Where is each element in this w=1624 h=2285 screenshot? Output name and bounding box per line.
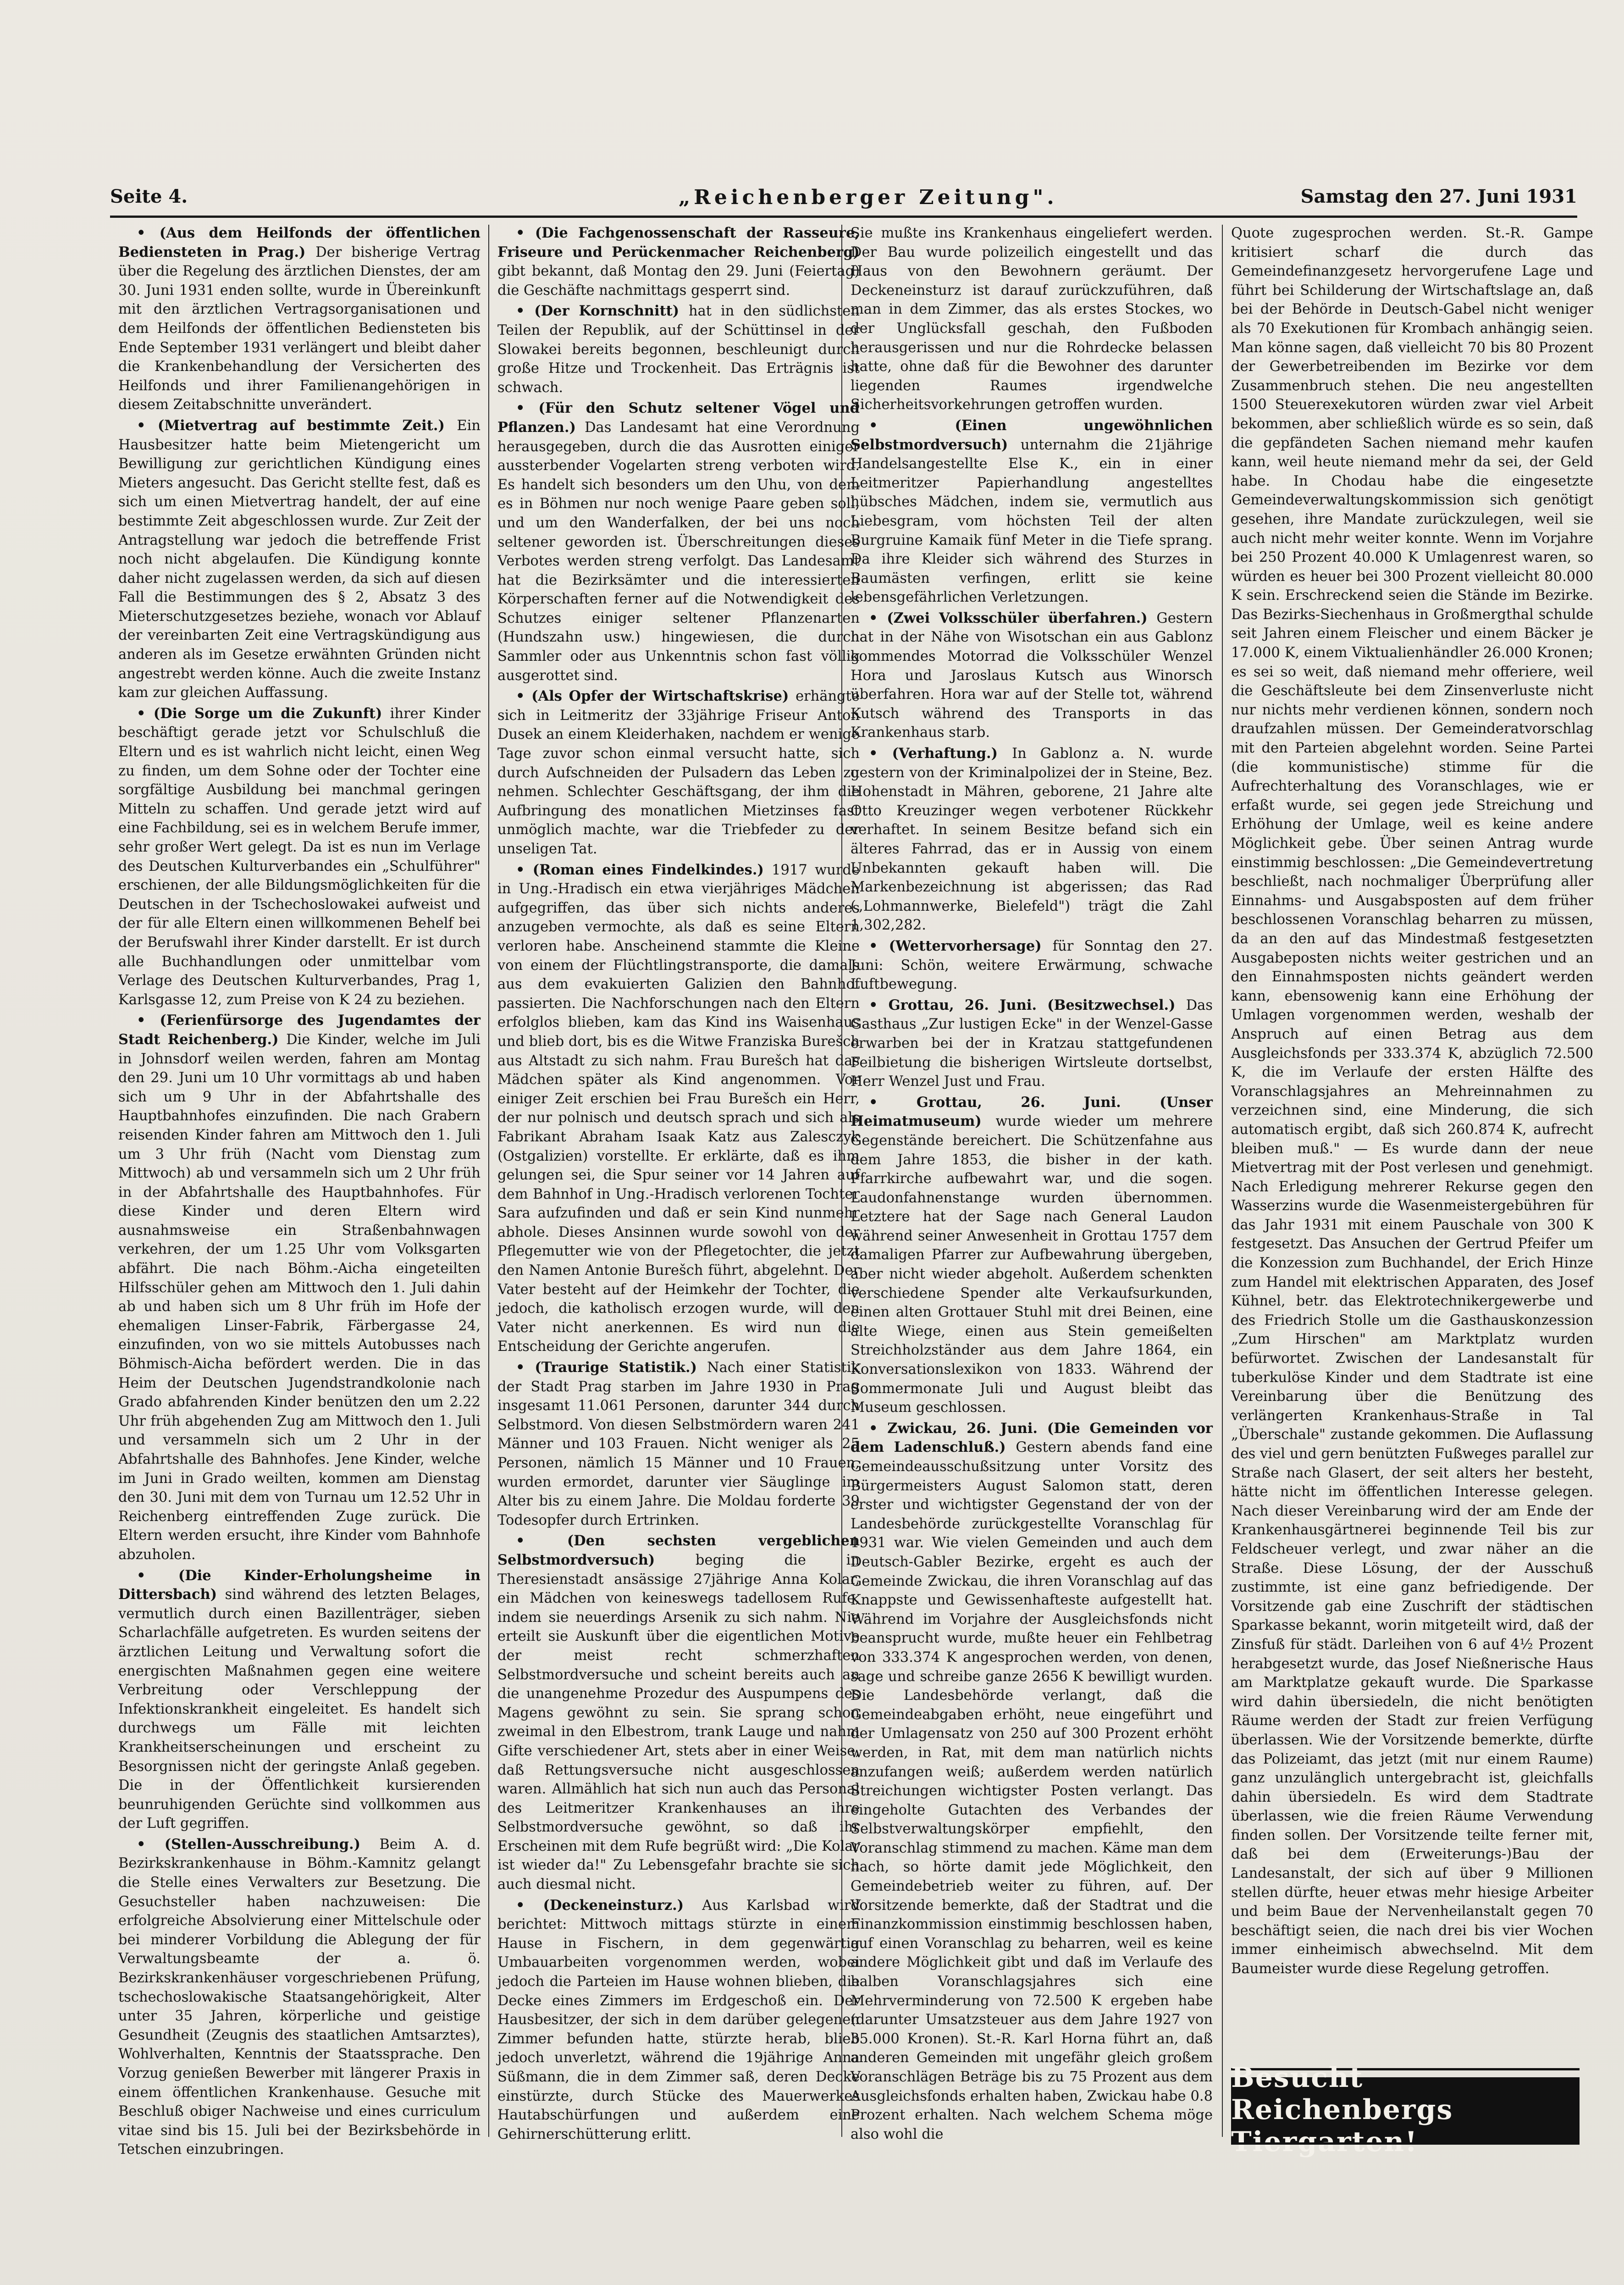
article-heading: • (Stellen-Ausschreibung.): [137, 1836, 380, 1853]
article-paragraph: [497, 224, 860, 300]
article-heading: • (Wettervorhersage): [869, 937, 1053, 954]
article-paragraph: [497, 861, 860, 1356]
article-paragraph: [851, 1419, 1213, 2144]
article-heading: • (Der Kornschnitt): [516, 303, 689, 320]
article-body: Quote zugesprochen werden. St.-R. Gampe kritisiert scharf die durch das Gemeindefinanzgesetz hervorgerufene Lage und führt bei Schilderung der Wirtschaftslage an, daß bei der Behörde in Deutsch-Gabel nicht weniger als 70 Exekutionen für Krombach anhängig seien. Man könne sagen, daß vielleicht 70 bis 80 Prozent der Gewerbetreibenden im Bezirke vor dem Zusammenbruch stehen. Die neu angestellten 1500 Steuerexekutoren würden zwar viel Arbeit bekommen, aber schließlich würde es so sein, daß die gepfändeten Sachen niemand mehr kaufen kann, weil heute niemand mehr da sei, der Geld habe. In Chodau habe die eingesetzte Gemeindeverwaltungskommission sich genötigt gesehen, ihre Mandate zurückzulegen, weil sie auch nicht mehr weiter konnte. Wenn im Vorjahre bei 250 Prozent 40.000 K Umlagenrest waren, so würden es heuer bei 300 Prozent vielleicht 80.000 K sein. Erschreckend seien die Stände im Bezirke. Das Bezirks-Siechenhaus in Großmergthal schulde seit Jahren einem Fleischer und einem Bäcker je 17.000 K, einem Viktualienhändler 26.000 Kronen; es sei so weit, daß niemand mehr offeriere, weil die Geschäftsleute bei dem Zinsenverluste nicht nur nichts mehr verdienen können, sondern noch draufzahlen müssen. Der Gemeinderatvorschlag mit den Parteien abgelehnt worden. Seine Partei (die kommunistische) stimme für die Aufrechterhaltung des Voranschlages, wie er erfaßt wurde, sei gegen jede Streichung und Erhöhung der Umlage, weil es keine andere Möglichkeit gebe. Über seinen Antrag wurde einstimmig beschlossen: „Die Gemeindevertretung beschließt, nach nochmaliger Überprüfung aller Einnahms- und Ausgabsposten auf dem früher beschlossenen Voranschlag beharren zu müssen, da an den auf das Mindestmaß festgesetzten Ausgabeposten nichts weiter gestrichen und an den Einnahmsposten nichts geändert werden kann, ebensowenig kann eine Erhöhung der Umlagen vorgenommen werden, weshalb der Anspruch auf einen Betrag aus dem Ausgleichsfonds per 333.374 K, abzüglich 72.500 K, die im Verlaufe der ersten Hälfte des Voranschlagsjahres an Mehreinnahmen zu verzeichnen sind, eine Minderung, die sich automatisch ergibt, daß sich 260.874 K, aufrecht bleiben muß." — Es wurde dann der neue Mietvertrag mit der Post verlesen und genehmigt. Nach Erledigung mehrerer Rekurse gegen den Wasserzins wurde die Wasenmeistergebühren für das Jahr 1931 mit einem Pauschale von 300 K festgesetzt. Das Ansuchen der Gertrud Pfeifer um die Konzession zum Buchhandel, der Erich Hinze zum Handel mit elektrischen Apparaten, des Josef Kühnel, betr. das Elektrotechnikergewerbe und des Friedrich Stolle um die Gasthauskonzession „Zum Hirschen" am Marktplatz wurden befürwortet. Zwischen der Landesanstalt für tuberkulöse Kinder und dem Stadtrate ist eine Vereinbarung über die Benützung des verlängerten Krankenhaus-Straße in Tal „Überschale" zustande gekommen. Die Auflassung des viel und gern benützten Fußweges parallel zur Straße nach Glasert, der seit alters her besteht, hätte nicht im öffentlichen Interesse gelegen. Nach dieser Vereinbarung wird der am Ende der Krankenhausgärtnerei beginnende Teil bis zur Feldscheuer verlegt, und zwar näher an die Straße. Diese Lösung, der der Ausschuß zustimmte, ist eine ganz befriedigende. Der Vorsitzende gab eine Zuschrift der städtischen Sparkasse bekannt, worin mitgeteilt wird, daß der Zinsfuß für städt. Darleihen von 6 auf 4½ Prozent herabgesetzt wurde, das Josef Nießnerische Haus am Marktplatze gekauft wurde. Die Sparkasse wird dahin übersiedeln, die nicht benötigten Räume werden der Stadt zur freien Verfügung überlassen. Wie der Vorsitzende bemerkte, dürfte das Polizeiamt, das jetzt (mit nur einem Raume) ganz unzulänglich untergebracht ist, gleichfalls dahin übersiedeln. Es wird dem Stadtrate überlassen, wie die freien Räume Verwendung finden sollen. Der Vorsitzende teilte ferner mit, daß bei dem (Erweiterungs-)Bau der Landesanstalt, der sich auf über 9 Millionen stellen dürfte, heuer etwas mehr hiesige Arbeiter und beim Baue der Nervenheilanstalt gegen 70 beschäftigt seien, die nach drei bis vier Wochen immer einheimisch abwechselnd. Mit dem Baumeister wurde diese Regelung getroffen.: [1231, 225, 1593, 1977]
article-body: hat in den südlichsten Teilen der Republik, auf der Schüttinsel in der Slowakei bereits begonnen, beschleunigt durch große Hitze und Trockenheit. Das Erträgnis ist schwach.: [497, 303, 860, 396]
page-header: [110, 186, 1577, 218]
article-body: Der bisherige Vertrag über die Regelung des ärztlichen Dienstes, der am 30. Juni 1931 enden sollte, wurde in Übereinkunft mit den ärztlichen Vertragsorganisationen und dem Heilfonds der öffentlichen Bediensteten bis Ende September 1931 verlängert und bleibt daher die Krankenbehandlung der Versicherten des Heilfonds und ihrer Familienangehörigen in diesem Zeitabschnitte unverändert.: [118, 244, 481, 413]
issue-date: Samstag den 27. Juni 1931: [1300, 186, 1577, 207]
article-heading: • (Deckeneinsturz.): [516, 1897, 702, 1914]
article-body: erhängte sich in Leitmeritz der 33jährige Friseur Anton Dusek an einem Kleiderhaken, nachdem er wenige Tage zuvor schon einmal versucht hatte, sich durch Aufschneiden der Pulsadern das Leben zu nehmen. Schlechter Geschäftsgang, der ihm die Aufbringung des monatlichen Mietzinses fast unmöglich machte, war die Triebfeder zu der unseligen Tat.: [497, 688, 860, 857]
article-paragraph: [497, 1532, 860, 1894]
article-paragraph: [118, 1835, 481, 2159]
article-paragraph: [497, 1896, 860, 2144]
article-paragraph: [497, 399, 860, 685]
article-heading: • (Traurige Statistik.): [516, 1359, 707, 1376]
article-body: Nach einer Statistik der Stadt Prag starben im Jahre 1930 in Prag insgesamt 11.061 Personen, darunter 344 durch Selbstmord. Von diesen Selbstmördern waren 241 Männer und 103 Frauen. Nicht weniger als 25 Personen, nämlich 15 Männer und 10 Frauen, wurden ermordet, darunter vier Säuglinge im Alter bis zu einem Jahre. Die Moldau forderte 39 Todesopfer durch Ertrinken.: [497, 1360, 860, 1528]
article-paragraph: [851, 224, 1213, 415]
column-4: [1231, 224, 1593, 2136]
article-paragraph: [1231, 224, 1593, 1979]
article-heading: • (Als Opfer der Wirtschaftskrise): [516, 688, 796, 705]
article-heading: • (Roman eines Findelkindes.): [516, 861, 772, 878]
article-body: für Sonntag den 27. Juni: Schön, weitere Erwärmung, schwache Luftbewegung.: [851, 938, 1213, 993]
article-heading: • (Die Fachgenossenschaft der Rasseure, Friseure und Perückenmacher Reichenberg): [497, 225, 860, 260]
article-paragraph: [851, 416, 1213, 607]
article-body: Das Gasthaus „Zur lustigen Ecke" in der Wenzel-Gasse erwarben bei der in Kratzau stattgefundenen Feilbietung die bisherigen Wirtsleute dortselbst, Herr Wenzel Just und Frau.: [851, 997, 1213, 1090]
article-body: sind während des letzten Belages, vermutlich durch einen Bazillenträger, sieben Scharlachfälle aufgetreten. Es wurden seitens der ärztlichen Leitung und Verwaltung sofort die energischten Maßnahmen gegen eine weitere Verbreitung oder Verschleppung der Infektionskrankheit eingeleitet. Es handelt sich durchwegs um Fälle mit leichten Krankheitserscheinungen und erscheint zu Besorgnissen nicht der geringste Anlaß gegeben. Die in der Öffentlichkeit kursierenden beunruhigenden Gerüchte sind vollkommen aus der Luft gegriffen.: [118, 1587, 481, 1832]
article-paragraph: [497, 1358, 860, 1530]
article-body: Aus Karlsbad wird berichtet: Mittwoch mittags stürzte in einem Hause in Fischern, in dem gegenwärtig Umbauarbeiten vorgenommen werden, wobei jedoch die Parteien im Hause wohnen blieben, die Decke eines Zimmers im Erdgeschoß ein. Der Hausbesitzer, der sich in dem darüber gelegenen Zimmer befunden hatte, stürzte herab, blieb jedoch unverletzt, während die 19jährige Anna Süßmann, die in dem Zimmer saß, deren Decke einstürzte, durch Stücke des Mauerwerkes Hautabschürfungen und außerdem eine Gehirnerschütterung erlitt.: [497, 1897, 860, 2142]
article-heading: • (Die Kinder-Erholungsheime in Dittersbach): [118, 1567, 481, 1603]
advertisement-banner: Besucht Reichenbergs Tiergarten!: [1231, 2077, 1580, 2142]
article-heading: • (Zwei Volksschüler überfahren.): [869, 609, 1157, 626]
article-heading: • (Für den Schutz seltener Vögel und Pflanzen.): [497, 400, 860, 436]
article-heading: • (Aus dem Heilfonds der öffentlichen Bediensteten in Prag.): [118, 225, 481, 260]
article-paragraph: [851, 937, 1213, 994]
article-body: gibt bekannt, daß Montag den 29. Juni (Feiertag) die Geschäfte nachmittags gesperrt sind.: [497, 263, 860, 299]
article-heading: • (Mietvertrag auf bestimmte Zeit.): [137, 417, 457, 434]
article-heading: • Zwickau, 26. Juni. (Die Gemeinden vor dem Ladenschluß.): [851, 1420, 1213, 1456]
article-body: In Gablonz a. N. wurde gestern von der Kriminalpolizei der in Steine, Bez. Hohenstadt in Mähren, geborene, 21 Jahre alte Otto Kreuzinger wegen verbotener Rückkehr verhaftet. In seinem Besitze befand sich ein älteres Fahrrad, das er in Aussig von einem Unbekannten gekauft haben will. Die Markenbezeichnung ist abgerissen; das Rad („Lohmannwerke, Bielefeld") trägt die Zahl 1,302,282.: [851, 746, 1213, 934]
column-divider: [488, 225, 489, 2137]
newspaper-title: „Reichenberger Zeitung".: [679, 186, 1058, 209]
article-body: Ein Hausbesitzer hatte beim Mietengericht um Bewilligung zur gerichtlichen Kündigung eines Mieters angesucht. Das Gericht stellte fest, daß es sich um einen Mietvertrag handelt, der auf eine bestimmte Zeit abgeschlossen wurde. Zur Zeit der Antragstellung war jedoch die betreffende Frist noch nicht abgelaufen. Die Kündigung konnte daher nicht zugelassen werden, da sich auf diesen Fall die Bestimmungen des § 2, Absatz 3 des Mieterschutzgesetzes beziehe, wonach vor Ablauf der vereinbarten Zeit eine Vertragskündigung aus anderen als im Gesetze erwähnten Gründen nicht angestrebt werden könne. Auch die zweite Instanz kam zur gleichen Auffassung.: [118, 417, 481, 701]
column-2: [497, 224, 860, 2142]
article-heading: • (Verhaftung.): [869, 745, 1012, 762]
article-paragraph: [851, 996, 1213, 1091]
page-number: Seite 4.: [110, 186, 188, 207]
article-heading: • (Den sechsten vergeblichen Selbstmordversuch): [497, 1533, 860, 1568]
ad-rule-bottom: [1231, 2142, 1580, 2145]
article-body: wurde wieder um mehrere Gegenstände bereichert. Die Schützenfahne aus dem Jahre 1853, die bisher in der kath. Pfarrkirche aufbewahrt war, und die sogen. Laudonfahnenstange wurden übernommen. Letztere hat der Sage nach General Laudon während seiner Anwesenheit in Grottau 1757 dem damaligen Pfarrer zur Aufbewahrung übergeben, aber nicht wieder abgeholt. Außerdem schenkten verschiedene Spender alte Verkaufsurkunden, einen alten Grottauer Stuhl mit drei Beinen, eine alte Wiege, einen aus Stein gemeißelten Streichholzständer aus dem Jahre 1864, ein Konversationslexikon von 1833. Während der Sommermonate Juli und August bleibt das Museum geschlossen.: [851, 1113, 1213, 1416]
article-heading: • (Ferienfürsorge des Jugendamtes der Stadt Reichenberg.): [118, 1012, 481, 1048]
article-heading: • Grottau, 26. Juni. (Besitzwechsel.): [869, 996, 1186, 1013]
column-1: [118, 224, 481, 2158]
article-body: Sie mußte ins Krankenhaus eingeliefert werden. Der Bau wurde polizeilich eingestellt und das Haus von den Bewohnern geräumt. Der Deckeneinsturz ist darauf zurückzuführen, daß man in dem Zimmer, das als erstes Stockes, wo der Unglücksfall geschah, den Fußboden herausgerissen und nur die Rohrdecke belassen hatte, ohne daß für die Bewohner des darunter liegenden Raumes irgendwelche Sicherheitsvorkehrungen getroffen wurden.: [851, 225, 1213, 413]
article-body: unternahm die 21jährige Handelsangestellte Else K., ein in einer Leitmeritzer Papierhandlung angestelltes hübsches Mädchen, indem sie, vermutlich aus Liebesgram, vom höchsten Teil der alten Burgruine Kamaik fünf Meter in die Tiefe sprang. Da ihre Kleider sich während des Sturzes in Baumästen verfingen, erlitt sie keine lebensgefährlichen Verletzungen.: [851, 437, 1213, 606]
article-heading: • Grottau, 26. Juni. (Unser Heimatmuseum): [851, 1094, 1213, 1130]
article-body: Die Kinder, welche im Juli in Johnsdorf weilen werden, fahren am Montag den 29. Juni um 10 Uhr vormittags ab und haben sich um 9 Uhr in der Abfahrtshalle des Hauptbahnhofes einzufinden. Die nach Grabern reisenden Kinder fahren am Mittwoch den 1. Juli um 3 Uhr früh (Nacht vom Dienstag zum Mittwoch) ab und versammeln sich um 2 Uhr früh in der Abfahrtshalle des Hauptbahnhofes. Für diese Kinder und deren Eltern wird ausnahmsweise ein Straßenbahnwagen verkehren, der um 1.25 Uhr vom Volksgarten abfährt. Die nach Böhm.-Aicha eingeteilten Hilfsschüler gehen am Mittwoch den 1. Juli dahin ab und haben sich um 8 Uhr früh im Hofe der ehemaligen Linser-Fabrik, Färbergasse 24, einzufinden, von wo sie mittels Autobusses nach Böhmisch-Aicha befördert werden. Die in das Heim der Deutschen Jugendstrandkolonie nach Grado abfahrenden Kinder benützen den um 2.22 Uhr früh abgehenden Zug am Mittwoch den 1. Juli und versammeln sich um 2 Uhr in der Abfahrtshalle des Bahnhofes. Jene Kinder, welche im Juni in Grado weilten, kommen am Dienstag den 30. Juni mit dem von Turnau um 12.52 Uhr in Reichenberg eintreffenden Zuge zurück. Die Eltern werden ersucht, ihre Kinder vom Bahnhofe abzuholen.: [118, 1031, 481, 1563]
article-paragraph: [497, 687, 860, 858]
article-paragraph: [118, 1011, 481, 1564]
article-paragraph: [118, 1566, 481, 1833]
article-body: Beim A. d. Bezirkskrankenhause in Böhm.-Kamnitz gelangt die Stelle eines Verwalters zur Besetzung. Die Gesuchsteller haben nachzuweisen: Die erfolgreiche Absolvierung einer Mittelschule oder bei minderer Vorbildung die Ablegung der für Verwaltungsbeamte der a. ö. Bezirkskrankenhäuser vorgeschriebenen Prüfung, tschechoslowakische Staatsangehörigkeit, Alter unter 35 Jahren, körperliche und geistige Gesundheit (Zeugnis des staatlichen Amtsarztes), Wohlverhalten, Kenntnis der Staatssprache. Den Vorzug genießen Bewerber mit längerer Praxis in einem öffentlichen Krankenhause. Gesuche mit Beschluß obiger Nachweise und eines curriculum vitae sind bis 15. Juli bei der Bezirksbehörde in Tetschen einzubringen.: [118, 1836, 481, 2158]
article-body: ihrer Kinder beschäftigt gerade jetzt vor Schulschluß die Eltern und es ist wahrlich nicht leicht, einen Weg zu finden, um dem Sohne oder der Tochter eine sorgfältige Ausbildung bei manchmal geringen Mitteln zu schaffen. Und gerade jetzt wird auf eine Fachbildung, sei es in welchem Berufe immer, sehr großer Wert gelegt. Da ist es nun im Verlage des Deutschen Kulturverbandes ein „Schulführer" erschienen, der alle Bildungsmöglichkeiten für die Deutschen in der Tschechoslowakei aufweist und der für alle Eltern einen willkommenen Behelf bei der Berufswahl ihrer Kinder darstellt. Er ist durch alle Buchhandlungen oder unmittelbar vom Verlage des Deutschen Kulturverbandes, Prag 1, Karlsgasse 12, zum Preise von K 24 zu beziehen.: [118, 705, 481, 1008]
header-rule: [110, 216, 1577, 218]
column-divider: [1222, 225, 1223, 2137]
article-paragraph: [497, 302, 860, 397]
article-paragraph: [118, 416, 481, 703]
article-body: beging die in Theresienstadt ansässige 27jährige Anna Kolar, ein Mädchen von keineswegs tadellosem Rufe, indem sie neuerdings Arsenik zu sich nahm. Nie erteilt sie Auskunft über die eigentlichen Motive der meist recht schmerzhaften Selbstmordversuche und scheint bereits auch an die unangenehme Prozedur des Auspumpens des Magens gewöhnt zu sein. Sie sprang schon zweimal in den Elbestrom, trank Lauge und nahm Gifte verschiedener Art, stets aber in einer Weise, daß Rettungsversuche nicht ausgeschlossen waren. Allmählich hat sich nun auch das Personal des Leitmeritzer Krankenhauses an ihre Selbstmordversuche gewöhnt, so daß ihr Erscheinen mit dem Rufe begrüßt wird: „Die Kolar ist wieder da!" Zu Lebensgefahr brachte sie sich auch diesmal nicht.: [497, 1552, 860, 1893]
article-paragraph: [118, 224, 481, 415]
article-body: Gestern hat in der Nähe von Wisotschan ein aus Gablonz kommendes Motorrad die Volksschüler Wenzel Hora und Jaroslaus Kutsch aus Winorsch überfahren. Hora war auf der Stelle tot, während Kutsch während des Transports in das Krankenhaus starb.: [851, 610, 1213, 741]
article-paragraph: [118, 704, 481, 1010]
column-3: [851, 224, 1213, 2142]
article-paragraph: [851, 1093, 1213, 1417]
article-body: Das Landesamt hat eine Verordnung herausgegeben, durch die das Ausrotten einiger aussterbender Vogelarten streng verboten wird. Es handelt sich besonders um den Uhu, von dem es in Böhmen nur noch wenige Paare geben soll, und um den Wanderfalken, der bei uns noch seltener geworden ist. Überschreitungen dieses Verbotes werden streng verfolgt. Das Landesamt hat die Bezirksämter und die interessierten Körperschaften ferner auf die Notwendigkeit des Schutzes einiger seltener Pflanzenarten (Hundszahn usw.) hingewiesen, die durch Sammler oder aus Unkenntnis schon fast völlig ausgerottet sind.: [497, 419, 860, 684]
article-heading: • (Einen ungewöhnlichen Selbstmordversuch): [851, 417, 1213, 453]
article-body: Gestern abends fand eine Gemeindeausschußsitzung unter Vorsitz des Bürgermeisters August Salomon statt, deren erster und wichtigster Gegenstand der von der Landesbehörde zurückgestellte Voranschlag für 1931 war. Wie vielen Gemeinden und auch dem Deutsch-Gabler Bezirke, ergeht es auch der Gemeinde Zwickau, die ihren Voranschlag auf das Knappste und Gewissenhafteste aufgestellt hat. Während im Vorjahre der Ausgleichsfonds nicht beansprucht wurde, mußte heuer ein Fehlbetrag von 333.374 K angesprochen werden, von denen, sage und schreibe ganze 2656 K bewilligt wurden. Die Landesbehörde verlangt, daß die Gemeindeabgaben erhöht, neue eingeführt und der Umlagensatz von 250 auf 300 Prozent erhöht werden, in Rat, mit dem man natürlich nichts anzufangen weiß; außerdem werden natürlich Streichungen wichtigster Posten verlangt. Das eingeholte Gutachten des Verbandes der Selbstverwaltungskörper empfiehlt, den Voranschlag stimmend zu machen. Käme man dem nach, so hörte damit jede Möglichkeit, den Gemeindebetrieb weiter zu führen, auf. Der Vorsitzende bemerkte, daß der Stadtrat und die Finanzkommission einstimmig beschlossen haben, auf einen Voranschlag zu beharren, weil es keine andere Möglichkeit gibt und daß im Verlaufe des halben Voranschlagsjahres sich eine Mehrverminderung von 72.500 K ergeben habe (darunter Umsatzsteuer aus dem Jahre 1927 von 35.000 Kronen). St.-R. Karl Horna führt an, daß anderen Gemeinden mit ungefähr gleich großem Voranschlägen Beträge bis zu 75 Prozent aus dem Ausgleichsfonds erhalten haben, Zwickau habe 0.8 Prozent erhalten. Nach welchem Schema möge also wohl die: [851, 1439, 1213, 2142]
article-heading: • (Die Sorge um die Zukunft): [137, 705, 390, 722]
article-body: 1917 wurde in Ung.-Hradisch ein etwa vierjähriges Mädchen aufgegriffen, das über sich nichts anderes anzugeben vermochte, als daß es seine Eltern verloren habe. Anscheinend stammte die Kleine von einem der Flüchtlingstransporte, die damals aus dem evakuierten Galizien den Bahnhof passierten. Die Nachforschungen nach den Eltern erfolglos blieben, kam das Kind ins Waisenhaus und blieb dort, bis es die Witwe Franziska Burešch aus Altstadt zu sich nahm. Frau Burešch hat das Mädchen später als Kind angenommen. Vor einiger Zeit erschien bei Frau Burešch ein Herr, der nur polnisch und deutsch sprach und sich als Fabrikant Abraham Isaak Katz aus Zalesczyk (Ostgalizien) vorstellte. Er erklärte, daß es ihm gelungen sei, die Spur seiner vor 14 Jahren auf dem Bahnhof in Ung.-Hradisch verlorenen Tochter Sara aufzufinden und daß er sein Kind nunmehr abhole. Dieses Ansinnen wurde sowohl von der Pflegemutter wie von der Pflegetochter, die jetzt den Namen Antonie Burešch führt, abgelehnt. Der Vater besteht auf der Heimkehr der Tochter, die jedoch, die katholisch erzogen wurde, will den Vater nicht anerkennen. Es wird nun die Entscheidung der Gerichte angerufen.: [497, 862, 860, 1355]
article-paragraph: [851, 609, 1213, 742]
article-paragraph: [851, 744, 1213, 935]
